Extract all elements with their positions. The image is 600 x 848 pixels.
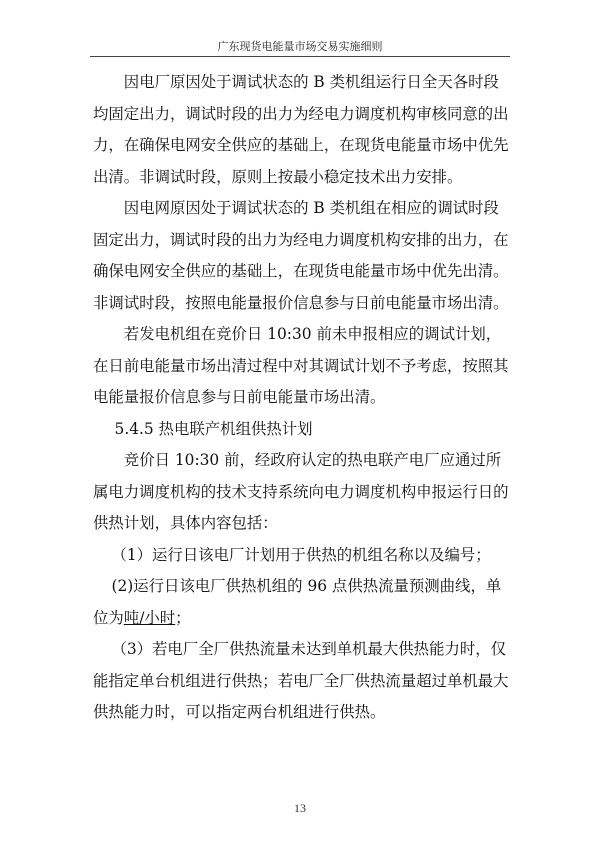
paragraph-grid-debug: 因电网原因处于调试状态的 B 类机组在相应的调试时段固定出力，调试时段的出力为经电力调度机构安排的出力，在确保电网安全供应的基础上，在现货电能量市场中优先出清。非调试时段，按照电能量报价信息参与日前电能量市场出清。 <box>93 199 509 312</box>
document-body <box>93 67 511 729</box>
paragraph-plant-debug: 因电厂原因处于调试状态的 B 类机组运行日全天各时段均固定出力，调试时段的出力为经电力调度机构审核同意的出力，在确保电网安全供应的基础上，在现货电能量市场中优先出清。非调试时段，原则上按最小稳定技术出力安排。 <box>93 73 509 186</box>
list-item-2-text: (2)运行日该电厂供热机组的 96 点供热流量预测曲线，单位为 <box>93 577 502 627</box>
running-header: 广东现货电能量市场交易实施细则 <box>217 40 383 53</box>
page-number: 13 <box>294 801 306 815</box>
list-item-3: （3）若电厂全厂供热流量未达到单机最大供热能力时，仅能指定单台机组进行供热；若电厂全厂供热流量超过单机最大供热能力时，可以指定两台机组进行供热。 <box>93 640 509 721</box>
paragraph-no-debug-plan: 若发电机组在竞价日 10:30 前未申报相应的调试计划，在日前电能量市场出清过程中对其调试计划不予考虑，按照其电能量报价信息参与日前电能量市场出清。 <box>93 325 509 406</box>
section-intro: 竞价日 10:30 前，经政府认定的热电联产电厂应通过所属电力调度机构的技术支持系统向电力调度机构申报运行日的供热计划，具体内容包括： <box>93 451 509 532</box>
list-item-1: （1）运行日该电厂计划用于供热的机组名称以及编号； <box>111 545 491 564</box>
section-heading <box>93 414 511 446</box>
section-title: 热电联产机组供热计划 <box>158 419 313 438</box>
list-item-2-end: ； <box>175 608 191 627</box>
section-number: 5.4.5 <box>114 419 154 438</box>
header-rule <box>90 56 510 57</box>
unit-text: 吨/小时 <box>123 608 176 627</box>
list-item-2 <box>93 571 511 634</box>
